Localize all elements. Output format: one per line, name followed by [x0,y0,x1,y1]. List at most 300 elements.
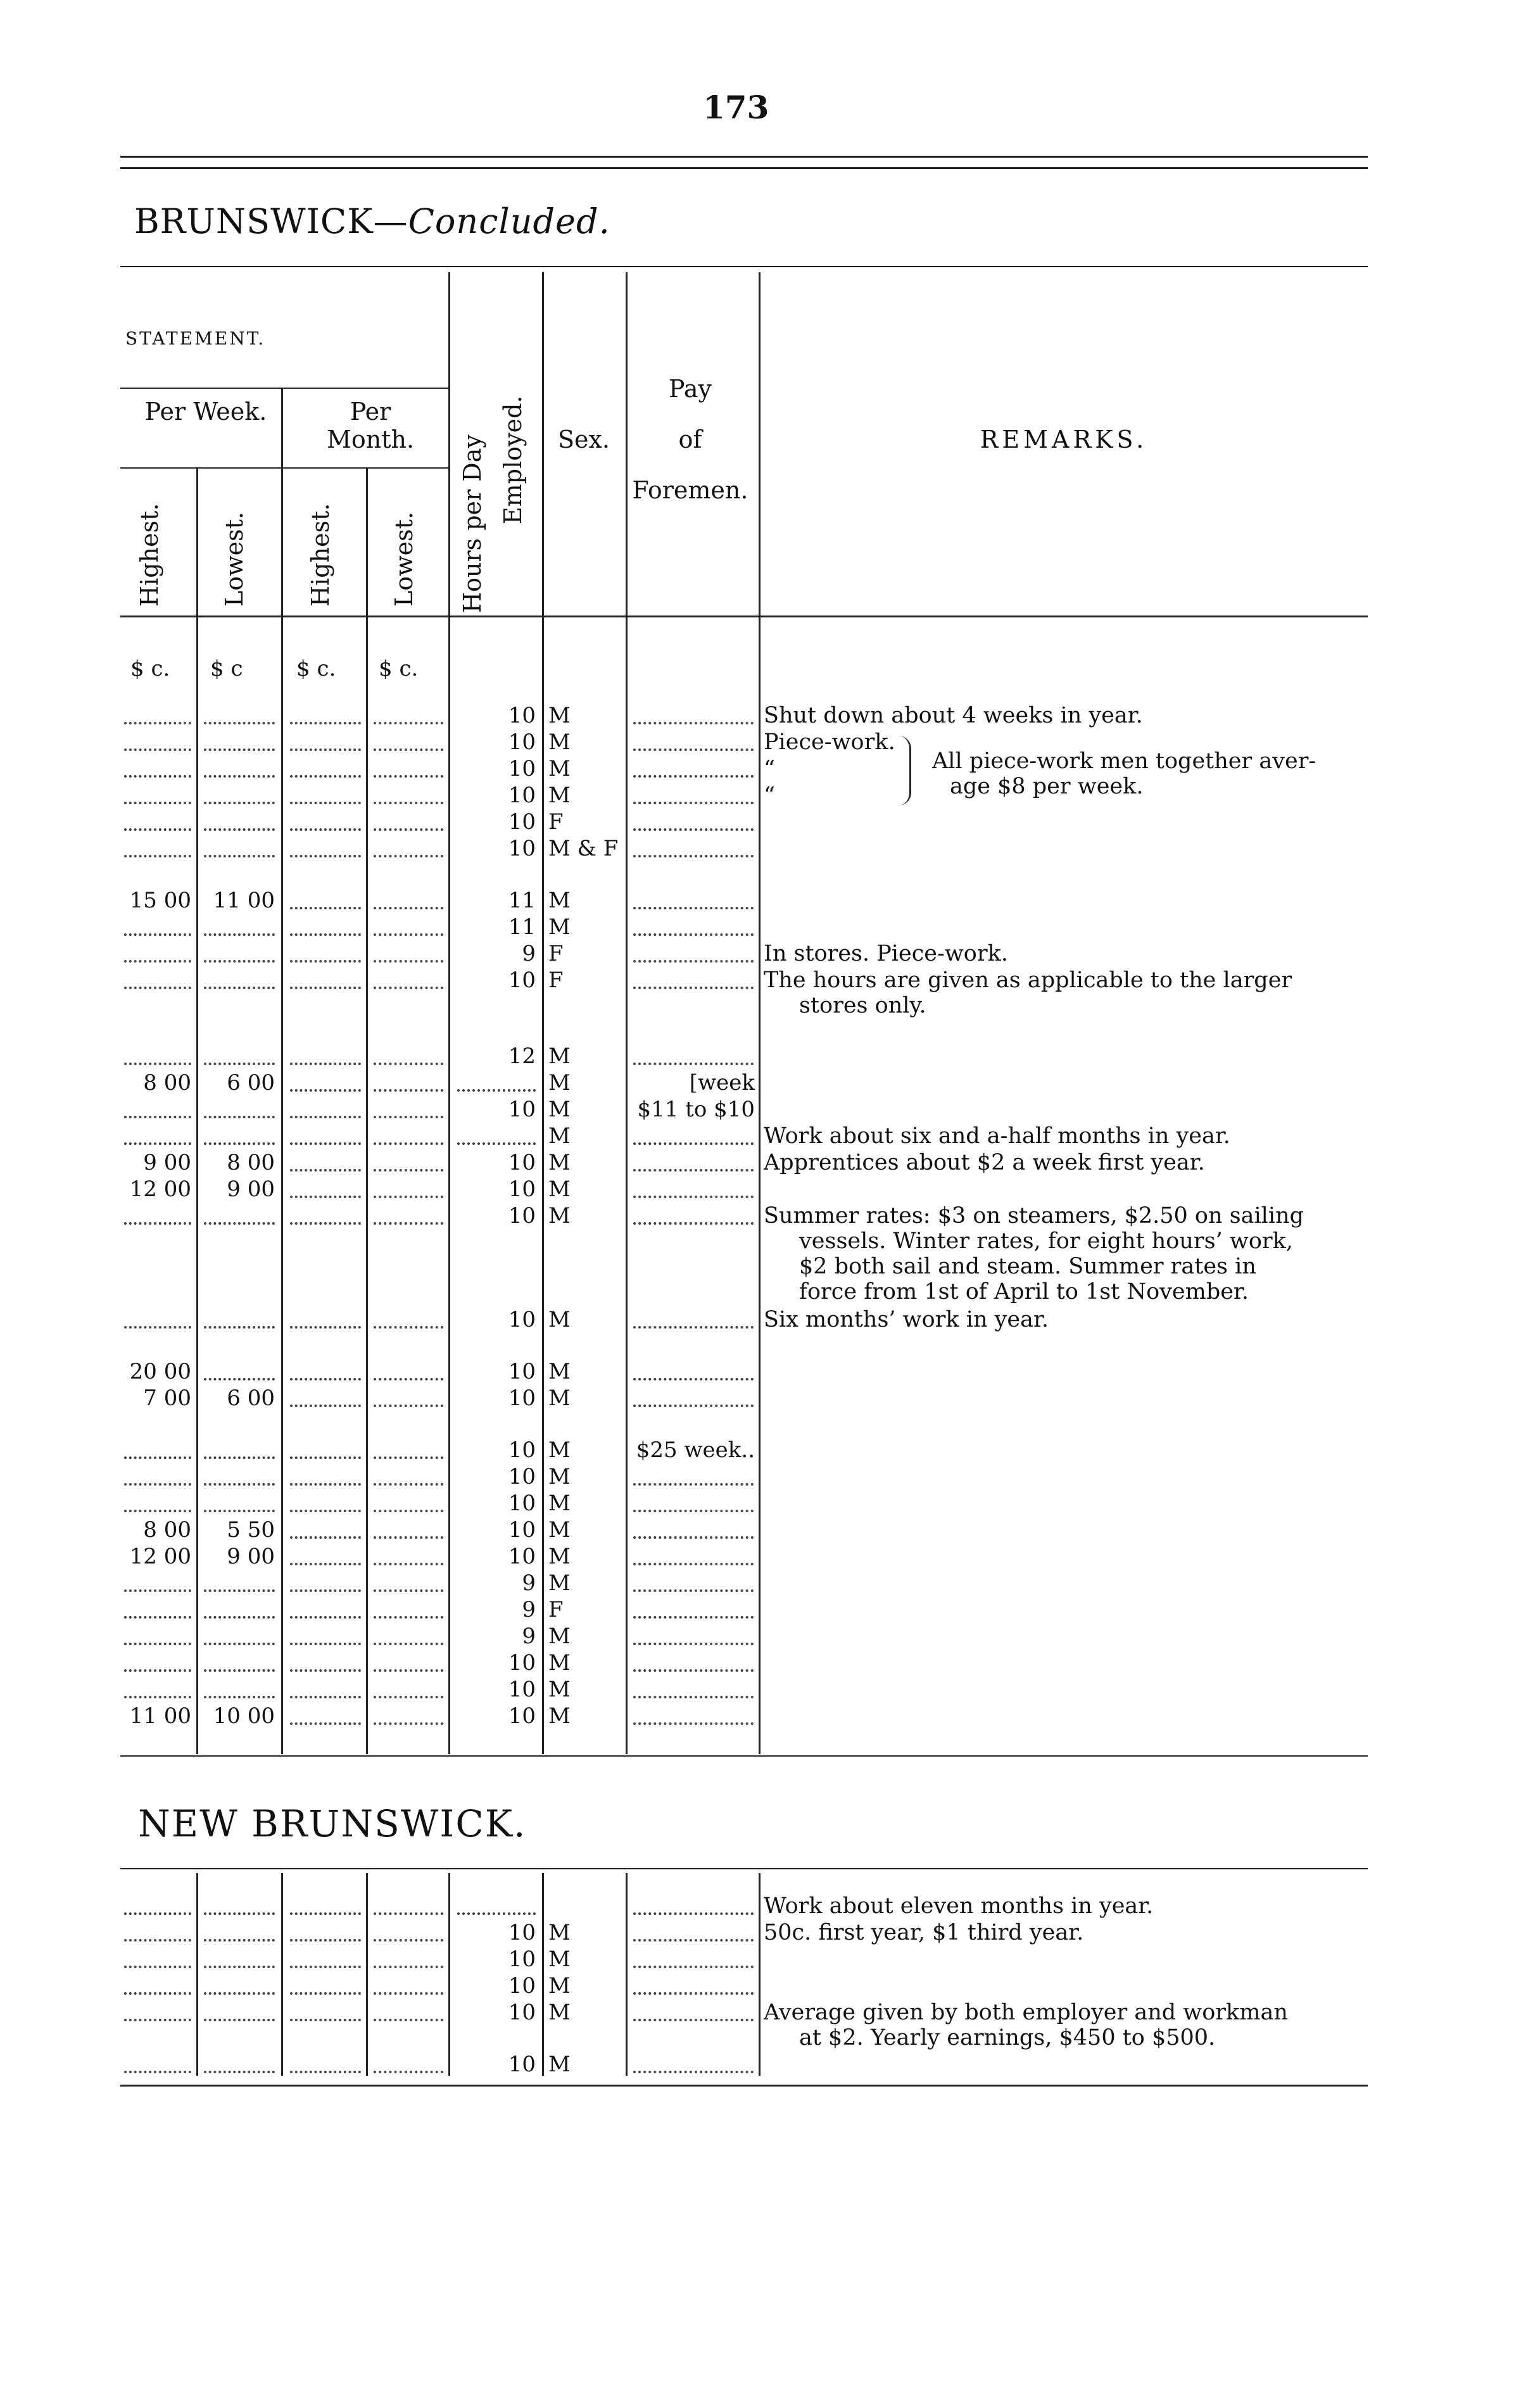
empty-cell-leader [204,1510,275,1512]
hours-cell: 10 [508,1150,536,1175]
hours-cell: 10 [508,1920,536,1945]
hours-cell: 10 [508,1544,536,1569]
empty-cell-leader [290,1563,361,1565]
empty-cell-leader [290,2071,361,2073]
empty-cell-leader [374,1939,443,1942]
wage-cell: 6 00 [227,1386,275,1411]
sex-cell: F [548,1597,564,1622]
sex-cell: M [548,1097,571,1122]
remarks-header: REMARKS. [980,426,1148,453]
wage-cell: 9 00 [143,1150,191,1175]
hours-cell: 10 [508,783,536,808]
empty-cell-leader [290,828,361,831]
hours-cell: 10 [508,809,536,835]
subheader-rule [120,467,448,469]
empty-cell-leader [633,960,754,963]
empty-cell-leader [290,933,361,936]
sex-cell: F [548,809,564,835]
empty-cell-leader [374,1142,443,1145]
empty-cell-leader [633,1722,754,1725]
sex-cell: M [548,1044,571,1069]
empty-cell-leader [204,1992,275,1995]
sex-cell: M & F [548,836,619,861]
empty-cell-leader [204,722,275,724]
employed-header: Employed. [499,395,527,524]
foremen-header: Foremen. [632,476,748,504]
empty-cell-leader [374,1992,443,1995]
hours-cell: 10 [508,1359,536,1384]
col-divider [759,272,761,1754]
hours-cell: 9 [522,1570,536,1596]
wage-cell: 8 00 [143,1517,191,1543]
sex-cell: M [548,1703,571,1729]
empty-cell-leader [374,748,443,751]
empty-cell-leader [633,933,754,936]
empty-cell-leader [124,1939,191,1942]
empty-cell-leader [633,1483,754,1486]
col-divider [196,469,198,1754]
wage-cell: 6 00 [227,1070,275,1096]
wage-cell: 11 00 [213,888,275,913]
remark-text: Apprentices about $2 a week first year. [764,1150,1205,1175]
hours-cell: 10 [508,1097,536,1122]
page-title: BRUNSWICK—Concluded. [134,201,610,241]
empty-cell-leader [204,2019,275,2021]
empty-cell-leader [290,1722,361,1725]
statement-label: STATEMENT. [125,328,266,349]
empty-cell-leader [633,1966,754,1968]
empty-cell-leader [374,722,443,724]
wage-cell: 12 00 [129,1177,191,1202]
empty-cell-leader [290,1326,361,1329]
empty-cell-leader [290,1939,361,1942]
remark-text: vessels. Winter rates, for eight hours’ work, [799,1228,1293,1254]
empty-cell-leader [374,1616,443,1619]
empty-cell-leader [204,1378,275,1380]
empty-cell-leader [374,1116,443,1118]
empty-cell-leader [374,1510,443,1512]
empty-cell-leader [290,1669,361,1672]
col-divider [448,272,450,1754]
col-divider [281,388,283,1754]
empty-cell-leader [124,1912,191,1915]
empty-cell-leader [374,1966,443,1968]
empty-cell-leader [374,1696,443,1698]
empty-cell-leader [124,1966,191,1968]
col-divider [542,272,544,1754]
wage-cell: 15 00 [129,888,191,913]
week-lowest-header: Lowest. [220,512,248,607]
empty-cell-leader [374,1405,443,1407]
empty-cell-leader [290,1378,361,1380]
hours-cell: 12 [508,1044,536,1069]
empty-cell-leader [290,1142,361,1145]
empty-cell-leader [633,1196,754,1198]
wage-cell: 8 00 [143,1070,191,1096]
empty-cell-leader [633,907,754,909]
remark-text: In stores. Piece-work. [764,941,1008,966]
empty-cell-leader [633,828,754,831]
empty-cell-leader [633,1912,754,1915]
sex-cell: M [548,1359,571,1384]
sex-cell: M [548,914,571,940]
hours-cell: 10 [508,1517,536,1543]
empty-cell-leader [204,1222,275,1225]
empty-cell-leader [124,1483,191,1486]
empty-cell-leader [290,1696,361,1698]
empty-cell-leader [633,722,754,724]
empty-cell-leader [290,775,361,778]
empty-cell-leader [457,1912,536,1915]
empty-cell-leader [374,775,443,778]
empty-cell-leader [204,1696,275,1698]
empty-cell-leader [633,1169,754,1172]
wage-cell: 5 50 [227,1517,275,1543]
empty-cell-leader [374,2071,443,2073]
empty-cell-leader [633,1222,754,1225]
hours-cell: 10 [508,1677,536,1702]
empty-cell-leader [374,1378,443,1380]
sex-cell: M [548,1464,571,1489]
empty-cell-leader [633,1992,754,1995]
sex-cell: M [548,1650,571,1676]
empty-cell-leader [633,1326,754,1329]
empty-cell-leader [633,987,754,989]
empty-cell-leader [374,1089,443,1092]
empty-cell-leader [374,1912,443,1915]
empty-cell-leader [204,1063,275,1065]
sex-cell: F [548,941,564,966]
empty-cell-leader [633,1063,754,1065]
empty-cell-leader [124,828,191,831]
empty-cell-leader [124,722,191,724]
empty-cell-leader [290,802,361,804]
empty-cell-leader [290,1510,361,1512]
hours-cell: 10 [508,2000,536,2025]
empty-cell-leader [374,828,443,831]
empty-cell-leader [374,1669,443,1672]
empty-cell-leader [124,775,191,778]
empty-cell-leader [204,828,275,831]
remark-text: The hours are given as applicable to the larger [764,968,1292,993]
brace-note-line: age $8 per week. [950,774,1144,799]
empty-cell-leader [633,2019,754,2021]
empty-cell-leader [374,1326,443,1329]
sex-cell: F [548,968,564,993]
empty-cell-leader [124,855,191,857]
empty-cell-leader [633,1589,754,1592]
brace-note-line: All piece-work men together aver- [932,748,1316,774]
foreman-pay-cell: [week [689,1070,755,1096]
empty-cell-leader [374,907,443,909]
remark-text: Work about six and a-half months in year. [764,1123,1230,1149]
empty-cell-leader [290,2019,361,2021]
empty-cell-leader [633,1510,754,1512]
remark-text: 50c. first year, $1 third year. [764,1920,1084,1945]
empty-cell-leader [204,1939,275,1942]
empty-cell-leader [290,960,361,963]
header-bottom-rule [120,616,1368,617]
hours-cell: 10 [508,756,536,781]
unit-label: $ c. [130,656,170,681]
hours-cell: 10 [508,1177,536,1202]
hours-cell: 10 [508,1464,536,1489]
hours-cell: 11 [508,914,536,940]
empty-cell-leader [124,1992,191,1995]
empty-cell-leader [290,1616,361,1619]
col-divider [626,1873,628,2076]
remark-text: Six months’ work in year. [764,1307,1049,1332]
empty-cell-leader [633,802,754,804]
empty-cell-leader [633,1939,754,1942]
wage-cell: 12 00 [129,1544,191,1569]
empty-cell-leader [124,1326,191,1329]
month-lowest-header: Lowest. [390,512,418,607]
sex-cell: M [548,1517,571,1543]
col-divider [366,1873,368,2076]
empty-cell-leader [204,960,275,963]
empty-cell-leader [124,933,191,936]
sex-cell: M [548,1203,571,1228]
remark-text: at $2. Yearly earnings, $450 to $500. [799,2025,1216,2050]
col-divider [759,1873,761,2076]
section-title-new-brunswick: NEW BRUNSWICK. [138,1802,527,1845]
empty-cell-leader [290,748,361,751]
header-top-rule [120,266,1368,267]
empty-cell-leader [633,1616,754,1619]
empty-cell-leader [374,802,443,804]
col-divider [448,1873,450,2076]
empty-cell-leader [374,933,443,936]
sex-cell: M [548,783,571,808]
empty-cell-leader [290,1222,361,1225]
sex-cell: M [548,1437,571,1463]
col-divider [281,1873,283,2076]
empty-cell-leader [374,1589,443,1592]
empty-cell-leader [204,1966,275,1968]
brace-icon [897,736,911,805]
empty-cell-leader [204,1116,275,1118]
empty-cell-leader [633,1536,754,1539]
hours-cell: 11 [508,888,536,913]
empty-cell-leader [124,960,191,963]
empty-cell-leader [204,1669,275,1672]
section-bottom-rule [120,1755,1368,1757]
empty-cell-leader [290,1643,361,1645]
sex-cell: M [548,888,571,913]
hours-cell: 10 [508,2052,536,2077]
unit-label: $ c. [296,656,336,681]
hours-cell: 10 [508,729,536,755]
sex-cell: M [548,1677,571,1702]
remark-text: Average given by both employer and workman [764,2000,1288,2025]
wage-cell: 9 00 [227,1544,275,1569]
empty-cell-leader [124,802,191,804]
page-bottom-rule [120,2085,1368,2087]
empty-cell-leader [457,1089,536,1092]
wage-cell: 7 00 [143,1386,191,1411]
empty-cell-leader [290,1589,361,1592]
statement-rule [120,388,448,389]
empty-cell-leader [290,1992,361,1995]
top-rule-1 [120,156,1368,158]
week-highest-header: Highest. [136,503,163,607]
empty-cell-leader [124,1222,191,1225]
empty-cell-leader [124,987,191,989]
remark-text: Shut down about 4 weeks in year. [764,703,1143,728]
empty-cell-leader [124,1510,191,1512]
empty-cell-leader [204,775,275,778]
empty-cell-leader [204,802,275,804]
empty-cell-leader [374,1063,443,1065]
sex-cell: M [548,1177,571,1202]
empty-cell-leader [124,1116,191,1118]
wage-cell: 8 00 [227,1150,275,1175]
hours-cell: 10 [508,1203,536,1228]
remark-text: “ [764,783,775,808]
empty-cell-leader [290,1536,361,1539]
sex-cell: M [548,1973,571,1999]
col-divider [626,272,628,1754]
empty-cell-leader [290,1456,361,1459]
empty-cell-leader [457,1142,536,1145]
empty-cell-leader [374,960,443,963]
empty-cell-leader [124,2019,191,2021]
sex-cell: M [548,1123,571,1149]
remark-text: Work about eleven months in year. [764,1893,1154,1919]
empty-cell-leader [124,1643,191,1645]
hours-header: Hours per Day [458,434,486,613]
empty-cell-leader [633,2071,754,2073]
sex-cell: M [548,1570,571,1596]
empty-cell-leader [374,1536,443,1539]
empty-cell-leader [124,1616,191,1619]
sex-cell: M [548,703,571,728]
empty-cell-leader [633,748,754,751]
sex-cell: M [548,756,571,781]
hours-cell: 10 [508,1650,536,1676]
hours-cell: 10 [508,836,536,861]
empty-cell-leader [290,1966,361,1968]
col-divider [366,469,368,1754]
empty-cell-leader [633,1405,754,1407]
empty-cell-leader [204,855,275,857]
remark-text: stores only. [799,993,926,1018]
hours-cell: 10 [508,703,536,728]
empty-cell-leader [290,1116,361,1118]
empty-cell-leader [124,1142,191,1145]
wage-cell: 9 00 [227,1177,275,1202]
empty-cell-leader [633,1563,754,1565]
empty-cell-leader [204,1616,275,1619]
empty-cell-leader [374,1722,443,1725]
empty-cell-leader [633,1643,754,1645]
hours-cell: 10 [508,1947,536,1972]
empty-cell-leader [290,1169,361,1172]
sex-cell: M [548,1307,571,1332]
empty-cell-leader [374,1563,443,1565]
empty-cell-leader [633,1378,754,1380]
sex-cell: M [548,2052,571,2077]
empty-cell-leader [204,933,275,936]
empty-cell-leader [124,2071,191,2073]
empty-cell-leader [633,1696,754,1698]
empty-cell-leader [124,748,191,751]
hours-cell: 10 [508,1437,536,1463]
wage-cell: 20 00 [129,1359,191,1384]
empty-cell-leader [374,855,443,857]
empty-cell-leader [374,1483,443,1486]
sex-cell: M [548,1544,571,1569]
unit-label: $ c. [379,656,419,681]
foreman-pay-cell: $11 to $10 [637,1097,755,1122]
empty-cell-leader [290,722,361,724]
sex-cell: M [548,1624,571,1649]
hours-cell: 9 [522,1624,536,1649]
empty-cell-leader [633,1669,754,1672]
empty-cell-leader [204,1483,275,1486]
top-rule-2 [120,167,1368,169]
remark-text: Summer rates: $3 on steamers, $2.50 on sailing [764,1203,1304,1228]
wage-cell: 11 00 [129,1703,191,1729]
page-number: 173 [703,89,769,126]
empty-cell-leader [290,1483,361,1486]
empty-cell-leader [374,1643,443,1645]
hours-cell: 10 [508,1491,536,1516]
remark-text: force from 1st of April to 1st November. [799,1279,1249,1304]
sex-cell: M [548,1920,571,1945]
empty-cell-leader [290,1405,361,1407]
empty-cell-leader [204,1643,275,1645]
empty-cell-leader [374,1196,443,1198]
empty-cell-leader [290,987,361,989]
hours-cell: 9 [522,941,536,966]
sex-cell: M [548,2000,571,2025]
sex-cell: M [548,1947,571,1972]
empty-cell-leader [124,1696,191,1698]
section2-top-rule [120,1868,1368,1869]
empty-cell-leader [124,1456,191,1459]
remark-text: “ [764,756,775,781]
sex-header: Sex. [557,426,610,453]
sex-cell: M [548,729,571,755]
empty-cell-leader [290,1063,361,1065]
foreman-pay-cell: $25 week.. [636,1437,755,1463]
hours-cell: 10 [508,1386,536,1411]
sex-cell: M [548,1070,571,1096]
month-highest-header: Highest. [306,503,334,607]
empty-cell-leader [124,1589,191,1592]
of-header: of [678,426,702,453]
empty-cell-leader [204,1589,275,1592]
empty-cell-leader [204,2071,275,2073]
sex-cell: M [548,1491,571,1516]
empty-cell-leader [290,855,361,857]
hours-cell: 10 [508,1307,536,1332]
empty-cell-leader [374,1456,443,1459]
remark-text: Piece-work. [764,729,895,755]
empty-cell-leader [374,987,443,989]
hours-cell: 10 [508,968,536,993]
sex-cell: M [548,1150,571,1175]
empty-cell-leader [204,1912,275,1915]
empty-cell-leader [290,1196,361,1198]
per-week-header: Per Week. [144,398,267,426]
sex-cell: M [548,1386,571,1411]
empty-cell-leader [290,1912,361,1915]
per-month-header: Per Month. [326,398,415,453]
hours-cell: 10 [508,1703,536,1729]
